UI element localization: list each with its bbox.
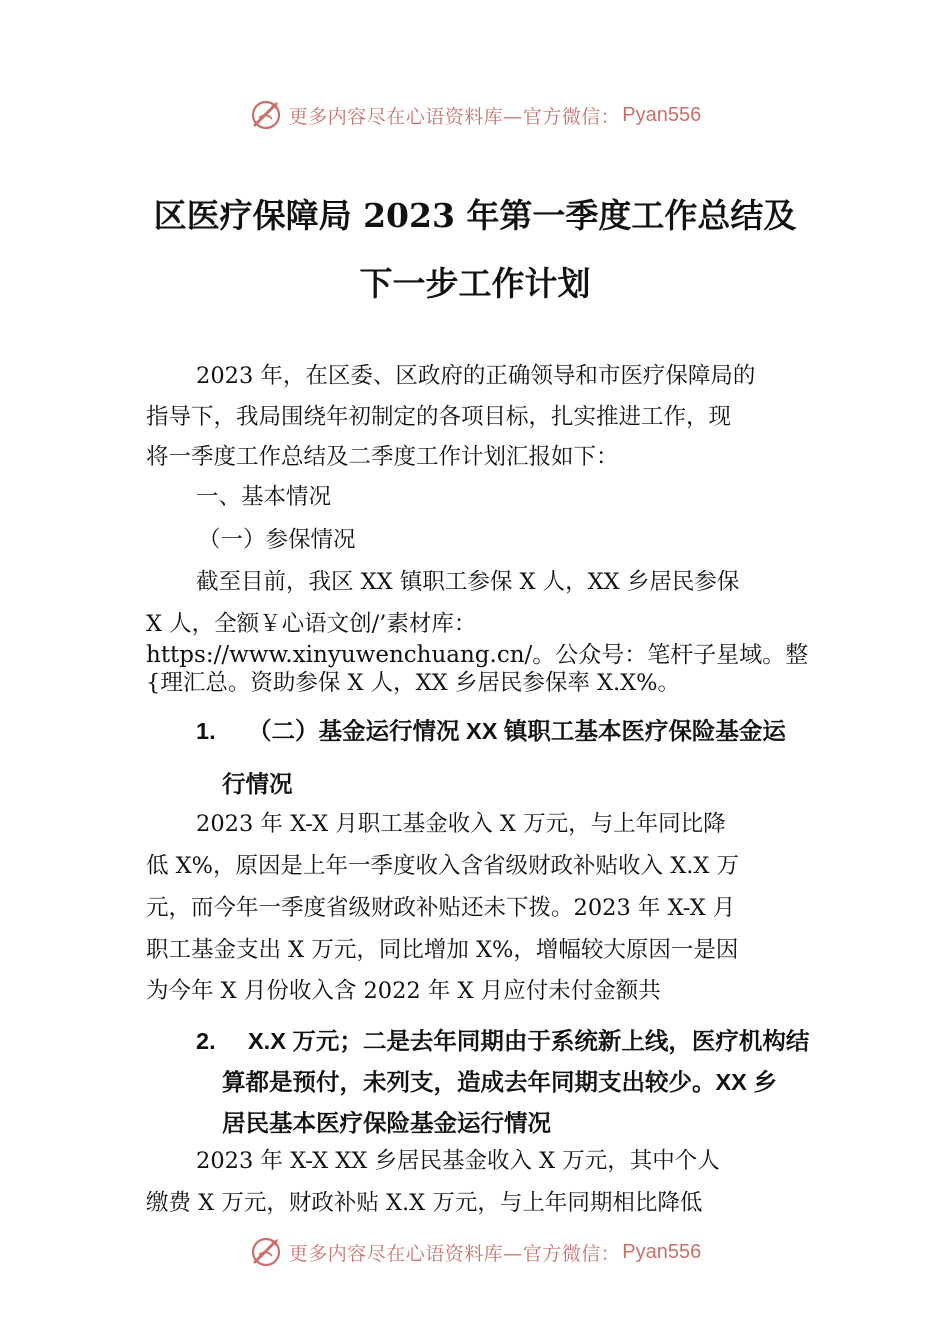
numbered-heading-2 <box>196 1026 856 1056</box>
numbered-heading-2-cont: 居民基本医疗保险基金运行情况 <box>222 1110 551 1136</box>
paragraph-line: 2023 年 X-X 月职工基金收入 X 万元，与上年同比降 <box>196 811 726 837</box>
heading-text: X.X 万元；二是去年同期由于系统新上线，医疗机构结 <box>248 1028 810 1054</box>
section-heading: 一、基本情况 <box>196 484 332 510</box>
paragraph-line: 职工基金支出 X 万元，同比增加 X%，增幅较大原因一是因 <box>146 937 739 963</box>
paragraph-line: {理汇总。资助参保 X 人，XX 乡居民参保率 X.X%。 <box>146 670 681 696</box>
heading-text: （二）基金运行情况 XX 镇职工基本医疗保险基金运 <box>248 718 786 744</box>
document-title-line-1: 区医疗保障局 2023 年第一季度工作总结及 <box>153 196 797 235</box>
paragraph-line: 元，而今年一季度省级财政补贴还未下拨。2023 年 X-X 月 <box>146 895 736 921</box>
paragraph-line: 2023 年 X-X XX 乡居民基金收入 X 万元，其中个人 <box>196 1148 720 1174</box>
watermark-text: 更多内容尽在心语资料库—官方微信： <box>288 1242 621 1265</box>
watermark-text: 更多内容尽在心语资料库—官方微信： <box>288 105 621 128</box>
numbered-heading-1 <box>196 716 856 746</box>
numbered-heading-1-cont: 行情况 <box>222 771 293 797</box>
watermark-wechat-id: Pyan556 <box>622 1240 702 1263</box>
heading-number: 1. <box>196 718 216 744</box>
footer-watermark <box>0 1232 950 1272</box>
paragraph-line: X 人，全额￥心语文创/’素材库： <box>146 611 477 637</box>
paragraph-line: 截至目前，我区 XX 镇职工参保 X 人，XX 乡居民参保 <box>196 569 740 595</box>
document-title-line-2: 下一步工作计划 <box>359 264 591 303</box>
subsection-heading: （一）参保情况 <box>198 527 356 553</box>
paragraph-line: 2023 年，在区委、区政府的正确领导和市医疗保障局的 <box>196 363 756 389</box>
heading-number: 2. <box>196 1028 216 1054</box>
paragraph-line-url: https://www.xinyuwenchuang.cn/。公众号：笔杆子星域。整 <box>146 642 809 668</box>
brush-logo-icon <box>249 1235 283 1269</box>
header-watermark <box>0 95 950 135</box>
paragraph-line: 缴费 X 万元，财政补贴 X.X 万元，与上年同期相比降低 <box>146 1190 703 1216</box>
paragraph-line: 为今年 X 月份收入含 2022 年 X 月应付未付金额共 <box>146 978 661 1004</box>
brush-logo-icon <box>249 98 283 132</box>
paragraph-line: 将一季度工作总结及二季度工作计划汇报如下： <box>146 444 619 470</box>
paragraph-line: 指导下，我局围绕年初制定的各项目标，扎实推进工作，现 <box>146 404 732 430</box>
paragraph-line: 低 X%，原因是上年一季度收入含省级财政补贴收入 X.X 万 <box>146 853 740 879</box>
numbered-heading-2-cont: 算都是预付，未列支，造成去年同期支出较少。XX 乡 <box>222 1069 777 1095</box>
watermark-wechat-id: Pyan556 <box>622 103 702 126</box>
